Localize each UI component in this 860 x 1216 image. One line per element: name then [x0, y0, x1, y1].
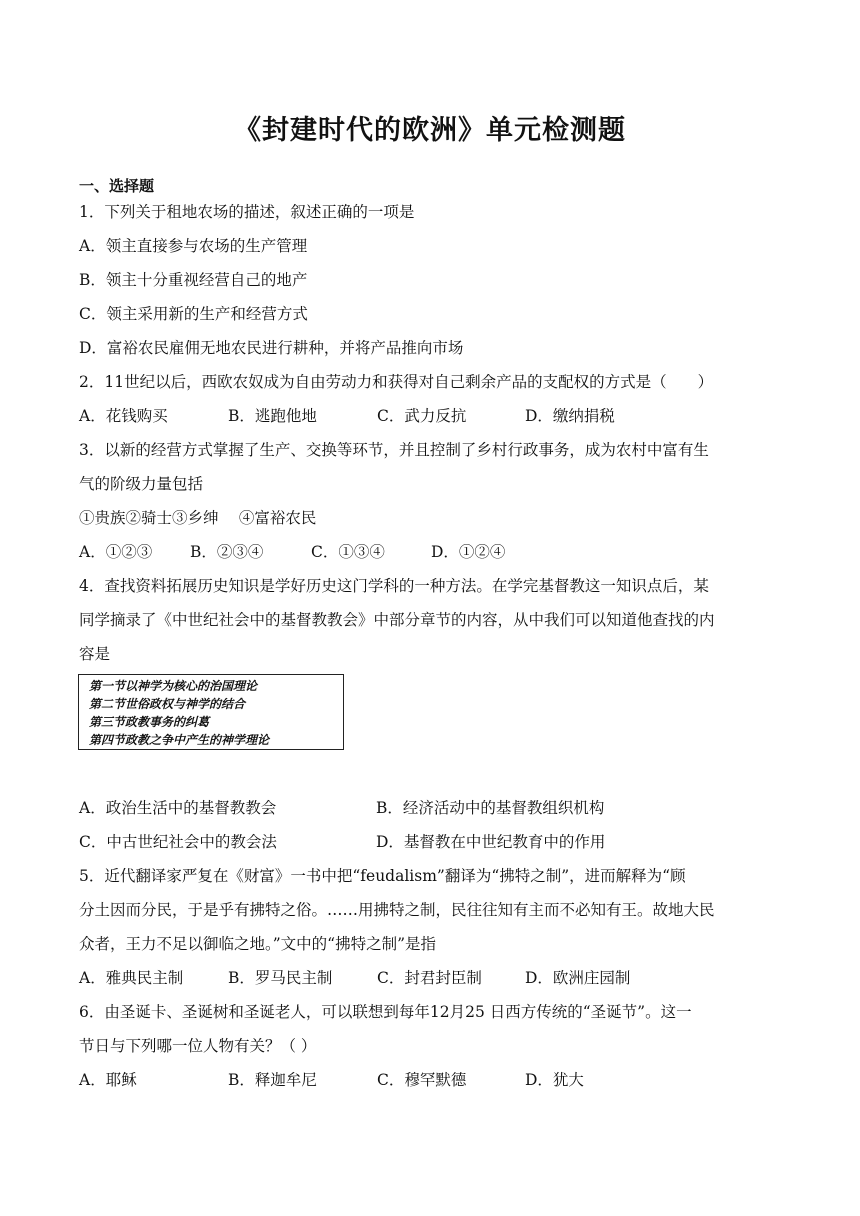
- question-3-stem-line2: 气的阶级力量包括: [79, 475, 204, 493]
- q2-options: [79, 406, 779, 426]
- table-of-contents-box: [78, 674, 344, 750]
- question-6-stem-line1: 6．由圣诞卡、圣诞树和圣诞老人，可以联想到每年12月25 日西方传统的“圣诞节”。这一: [79, 1003, 692, 1021]
- q5-option-d: D．欧洲庄园制: [525, 969, 631, 987]
- question-5-stem-line2: 分土因而分民，于是乎有拂特之俗。……用拂特之制，民往往知有主而不必知有王。故地大民: [79, 901, 715, 919]
- page-title: 《封建时代的欧洲》单元检测题: [234, 115, 626, 146]
- question-4-stem-line2: 同学摘录了《中世纪社会中的基督教教会》中部分章节的内容，从中我们可以知道他查找的内: [79, 611, 715, 629]
- q4-option-d: D．基督教在中世纪教育中的作用: [376, 833, 606, 851]
- toc-item: 第一节以神学为核心的治国理论: [89, 679, 258, 693]
- q1-option-b: B．领主十分重视经营自己的地产: [79, 271, 308, 289]
- q3-option-b: B．②③④: [190, 543, 264, 561]
- q6-option-b: B．释迦牟尼: [228, 1071, 317, 1089]
- q3-option-a: A．①②③: [79, 543, 153, 561]
- q2-option-c: C．武力反抗: [377, 407, 467, 425]
- question-6-stem-line2: 节日与下列哪一位人物有关？（ ）: [79, 1037, 317, 1055]
- q4-option-b: B．经济活动中的基督教组织机构: [376, 799, 605, 817]
- q4-options-row1: [79, 798, 779, 818]
- q6-options: [79, 1070, 779, 1090]
- question-2-stem: 2．11世纪以后，西欧农奴成为自由劳动力和获得对自己剩余产品的支配权的方式是（ ）: [79, 373, 714, 391]
- q3-option-d: D．①②④: [431, 543, 506, 561]
- q3-option-c: C．①③④: [311, 543, 385, 561]
- question-1-stem: 1．下列关于租地农场的描述，叙述正确的一项是: [79, 203, 415, 221]
- toc-item: 第二节世俗政权与神学的结合: [89, 697, 246, 711]
- q5-option-c: C．封君封臣制: [377, 969, 482, 987]
- question-3-stem-line1: 3．以新的经营方式掌握了生产、交换等环节，并且控制了乡村行政事务，成为农村中富有生: [79, 441, 709, 459]
- q4-option-c: C．中古世纪社会中的教会法: [79, 833, 277, 851]
- q2-option-d: D．缴纳捐税: [525, 407, 615, 425]
- q1-option-d: D．富裕农民雇佣无地农民进行耕种，并将产品推向市场: [79, 339, 464, 357]
- q5-options: [79, 968, 779, 988]
- question-4-stem-line3: 容是: [79, 645, 111, 663]
- toc-item: 第四节政教之争中产生的神学理论: [89, 733, 270, 747]
- q6-option-d: D．犹大: [525, 1071, 584, 1089]
- q6-option-c: C．穆罕默德: [377, 1071, 467, 1089]
- q4-options-row2: [79, 832, 779, 852]
- q6-option-a: A．耶稣: [79, 1071, 137, 1089]
- q4-option-a: A．政治生活中的基督教教会: [79, 799, 277, 817]
- question-4-stem-line1: 4．查找资料拓展历史知识是学好历史这门学科的一种方法。在学完基督教这一知识点后，某: [79, 577, 709, 595]
- q5-option-b: B．罗马民主制: [228, 969, 333, 987]
- q1-option-c: C．领主采用新的生产和经营方式: [79, 305, 308, 323]
- question-5-stem-line1: 5．近代翻译家严复在《财富》一书中把“feudalism”翻译为“拂特之制”，进而解释为“顾: [79, 867, 686, 885]
- q1-option-a: A．领主直接参与农场的生产管理: [79, 237, 308, 255]
- question-5-stem-line3: 众者，王力不足以御临之地。”文中的“拂特之制”是指: [79, 935, 437, 953]
- q2-option-a: A．花钱购买: [79, 407, 168, 425]
- question-3-items: ①贵族②骑士③乡绅 ④富裕农民: [79, 509, 317, 527]
- q2-option-b: B．逃跑他地: [228, 407, 317, 425]
- q3-options: [79, 542, 779, 562]
- q5-option-a: A．雅典民主制: [79, 969, 184, 987]
- section-heading: 一、选择题: [79, 177, 155, 195]
- toc-item: 第三节政教事务的纠葛: [89, 715, 210, 729]
